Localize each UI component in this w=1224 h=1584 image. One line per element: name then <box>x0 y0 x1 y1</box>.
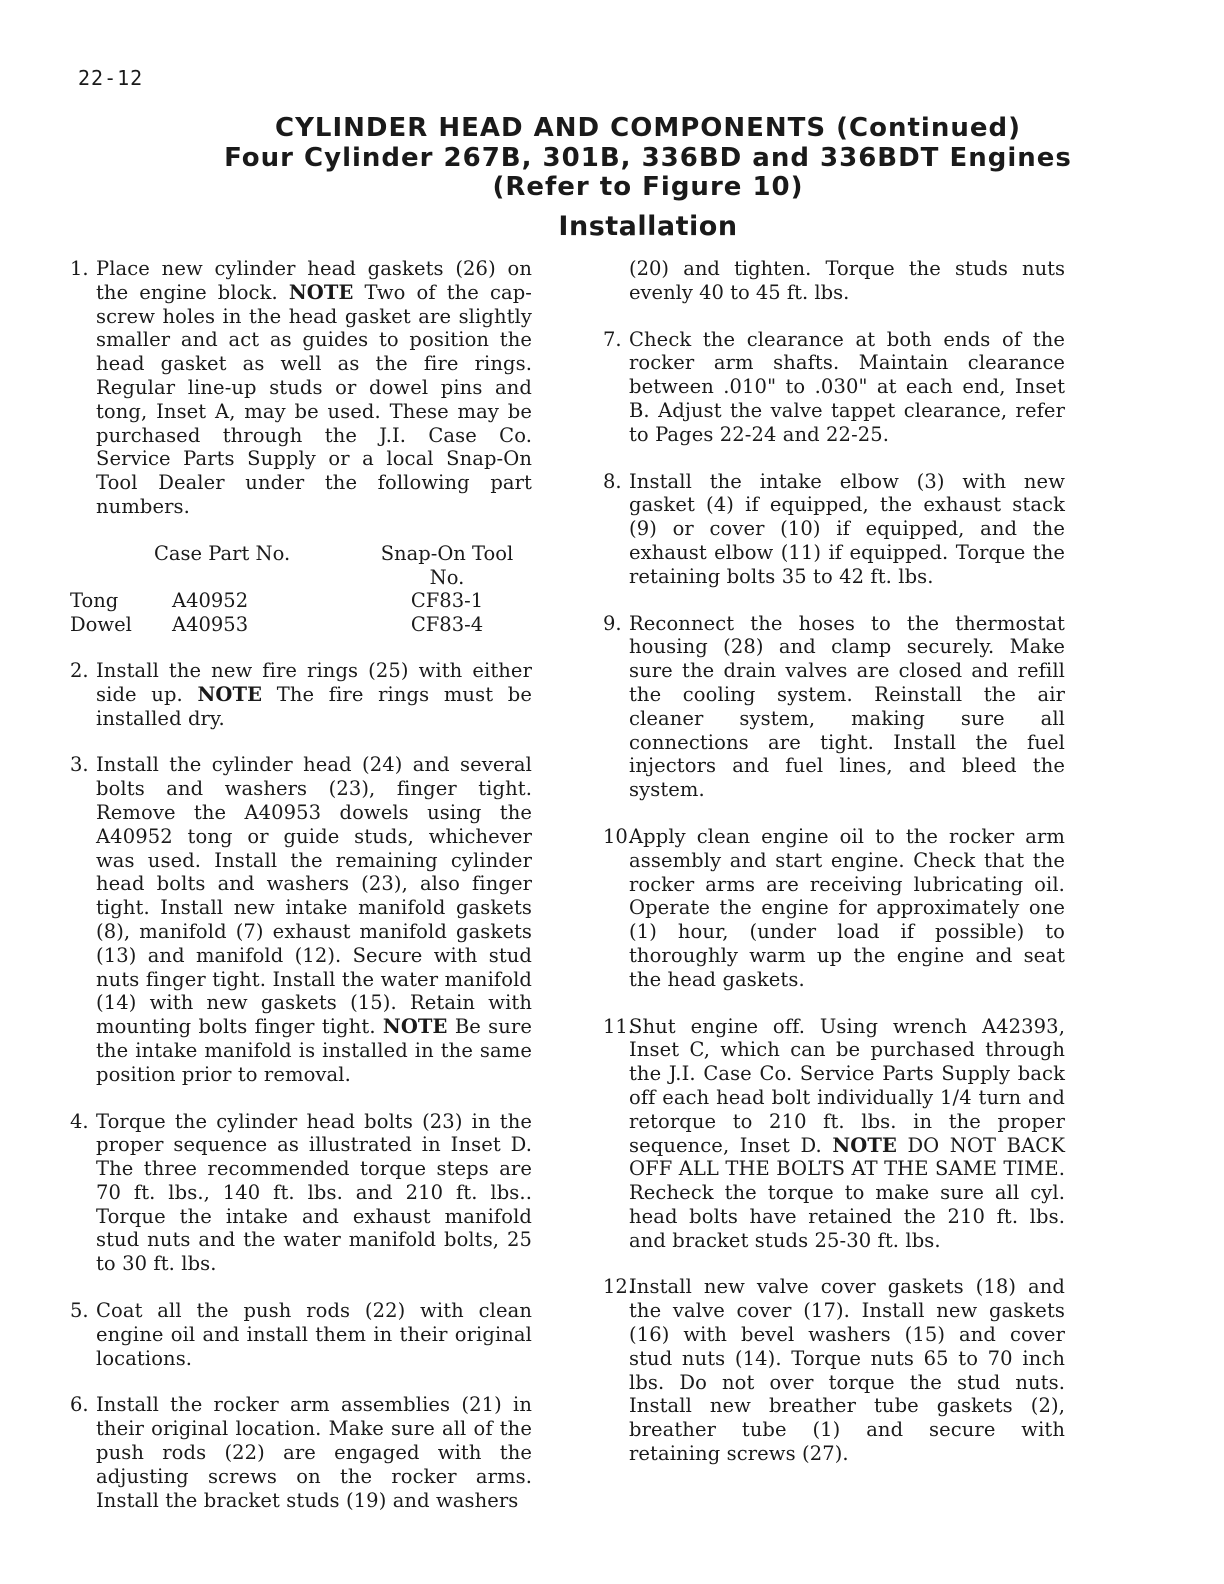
step-3 <box>70 753 532 1086</box>
step-text: (20) and tighten. Torque the studs nuts evenly 40 to 45 ft. lbs. <box>629 257 1065 304</box>
note-label: NOTE <box>832 1133 897 1157</box>
step-text-a: Place new cylinder head gaskets (26) on the engine block. <box>96 257 532 304</box>
step-8 <box>603 470 1065 589</box>
step-text-a: Install the new fire rings (25) with either side up. <box>96 658 532 706</box>
left-column <box>70 257 532 1535</box>
table-header-case: Case Part No. <box>154 541 291 565</box>
step-number: 10. <box>603 824 635 848</box>
step-text: Install new valve cover gaskets (18) and the valve cover (17). Install new gaskets (16) with bevel washers (15) and cover stud nuts (14). Torque nuts 65 to 70 inch lbs. Do not over torque the stud nuts. Install new breather tube gaskets (2), breather tube (1) and secure with retaining screws (27). <box>629 1275 1065 1466</box>
step-text: Install the intake elbow (3) with new gasket (4) if equipped, the exhaust stack (9) or cover (10) if equipped, and the exhaust elbow (11) if equipped. Torque the retaining bolts 35 to 42 ft. lbs. <box>629 469 1065 588</box>
table-header-row <box>70 542 532 590</box>
table-row <box>70 613 532 637</box>
title-line-3: (Refer to Figure 10) <box>492 172 804 202</box>
step-text <box>629 1015 1065 1253</box>
step-text <box>96 659 532 730</box>
table-row <box>70 589 532 613</box>
step-12 <box>603 1275 1065 1465</box>
step-text: Check the clearance at both ends of the rocker arm shafts. Maintain clearance between .010" to .030" at each end, Inset B. Adjust the valve tappet clearance, refer to Pages 22-24 and 22-25. <box>629 327 1065 446</box>
part-numbers-table <box>70 542 532 637</box>
step-number: 4. <box>70 1109 89 1133</box>
step-5 <box>70 1299 532 1370</box>
step-7 <box>603 328 1065 447</box>
table-cell-name: Dowel <box>70 613 132 637</box>
step-text <box>96 257 532 519</box>
step-text: Torque the cylinder head bolts (23) in the proper sequence as illustrated in Inset D. The three recommended torque steps are 70 ft. lbs., 140 ft. lbs. and 210 ft. lbs.. Torque the intake and exhaust manifold stud nuts and the water manifold bolts, 25 to 30 ft. lbs. <box>96 1109 532 1276</box>
step-text-b: Two of the cap-screw holes in the head gasket are slightly smaller and act as guides to position the head gasket as well as the fire rings. Regular line-up studs or dowel pins and tong, Inset A, may be used. These may be purchased through the J.I. Case Co. Service Parts Supply or a local Snap-On Tool Dealer under the following part numbers. <box>96 280 532 518</box>
step-number: 3. <box>70 753 89 777</box>
note-label: NOTE <box>382 1015 448 1039</box>
step-text <box>96 753 532 1086</box>
note-label: NOTE <box>197 682 263 706</box>
step-number: 2. <box>70 658 89 682</box>
step-text: Reconnect the hoses to the thermostat housing (28) and clamp securely. Make sure the drain valves are closed and refill the cooling system. Reinstall the air cleaner system, making sure all connections are tight. Install the fuel injectors and fuel lines, and bleed the system. <box>629 611 1065 802</box>
section-heading: Installation <box>558 211 738 242</box>
step-text: Apply clean engine oil to the rocker arm assembly and start engine. Check that the rocker arms are receiving lubricating oil. Operate the engine for approximately one (1) hour, (under load if possible) to thoroughly warm up the engine and seat the head gaskets. <box>629 824 1065 991</box>
page-number: 22-12 <box>78 66 144 90</box>
step-number: 6. <box>70 1393 89 1417</box>
step-number: 12. <box>603 1275 635 1299</box>
step-number: 9. <box>603 611 622 635</box>
step-text-b: The fire rings must be installed dry. <box>96 682 532 730</box>
step-2 <box>70 659 532 730</box>
step-text: Coat all the push rods (22) with clean engine oil and install them in their original locations. <box>96 1299 532 1370</box>
step-11 <box>603 1015 1065 1253</box>
step-number: 5. <box>70 1299 89 1323</box>
table-cell-case: A40952 <box>172 589 249 613</box>
step-number: 8. <box>603 469 622 493</box>
note-label: NOTE <box>288 280 354 304</box>
table-header-blank <box>70 542 154 590</box>
step-9 <box>603 612 1065 802</box>
table-cell-snap: CF83-4 <box>410 613 484 637</box>
step-1 <box>70 257 532 519</box>
step-text-b: Be sure the intake manifold is installed in the same position prior to removal. <box>96 1015 532 1086</box>
table-cell-case: A40953 <box>172 613 249 637</box>
step-text-a: Install the cylinder head (24) and several bolts and washers (23), finger tight. Remove the A40953 dowels using the A40952 tong or guide studs, whichever was used. Install the remaining cylinder head bolts and washers (23), also finger tight. Install new intake manifold gaskets (8), manifold (7) exhaust manifold gaskets (13) and manifold (12). Secure with stud nuts finger tight. Install the water manifold (14) with new gaskets (15). Retain with mounting bolts finger tight. <box>96 753 532 1039</box>
step-text-a: Shut engine off. Using wrench A42393, Inset C, which can be purchased through the J.I. Case Co. Service Parts Supply back off each head bolt individually 1/4 turn and retorque to 210 ft. lbs. in the proper sequence, Inset D. <box>629 1014 1065 1157</box>
table-cell-snap: CF83-1 <box>410 589 484 613</box>
table-header-snap: Snap-On Tool No. <box>380 541 514 589</box>
step-6 <box>70 1393 532 1512</box>
title-line-2: Four Cylinder 267B, 301B, 336BD and 336BDT Engines <box>224 143 1072 173</box>
step-4 <box>70 1110 532 1277</box>
step-number: 1. <box>70 257 89 280</box>
title-line-1: CYLINDER HEAD AND COMPONENTS (Continued) <box>275 113 1021 143</box>
step-number: 7. <box>603 327 622 351</box>
step-6-continued <box>603 257 1065 305</box>
step-text-b: DO NOT BACK OFF ALL THE BOLTS AT THE SAME TIME. Recheck the torque to make sure all cyl. head bolts have retained the 210 ft. lbs. and bracket studs 25-30 ft. lbs. <box>629 1133 1065 1252</box>
step-text: Install the rocker arm assemblies (21) in their original location. Make sure all of the push rods (22) are engaged with the adjusting screws on the rocker arms. Install the bracket studs (19) and washers <box>96 1393 532 1512</box>
step-10 <box>603 825 1065 992</box>
step-number: 11. <box>603 1014 635 1038</box>
table-cell-name: Tong <box>70 589 119 613</box>
right-column <box>603 257 1065 1489</box>
